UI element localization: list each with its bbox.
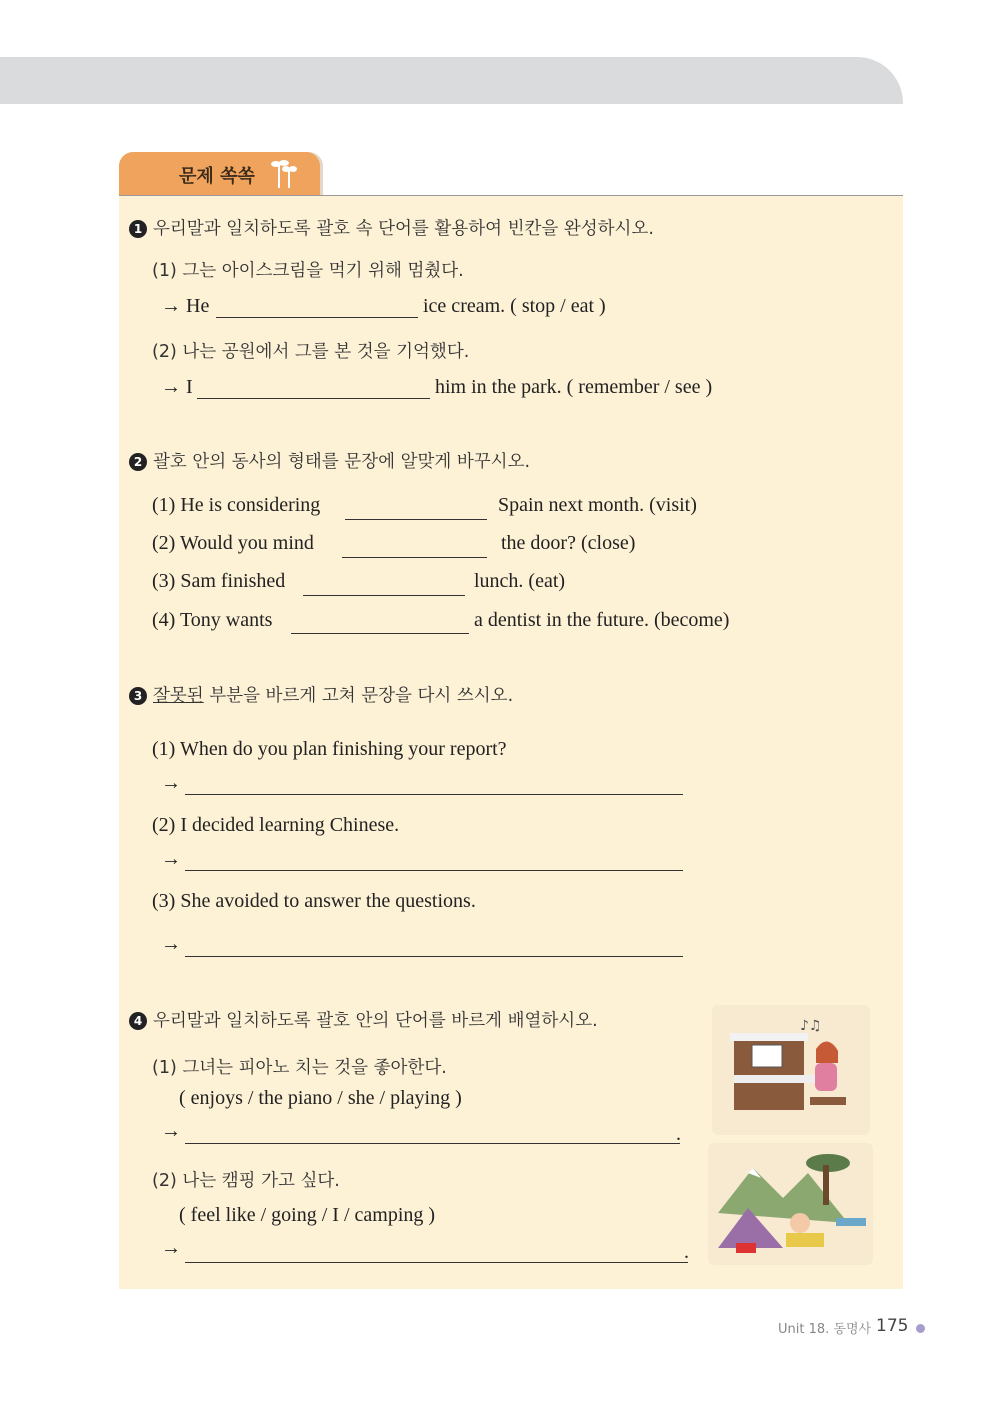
q2-item2-blank[interactable] bbox=[342, 557, 487, 558]
q4-item1-korean: (1) 그녀는 피아노 치는 것을 좋아한다. bbox=[152, 1058, 447, 1078]
sprout-icon bbox=[270, 158, 300, 190]
q3-item2-arrow: → bbox=[161, 848, 181, 870]
q1-instruction: 1 우리말과 일치하도록 괄호 속 단어를 활용하여 빈칸을 완성하시오. bbox=[129, 217, 654, 241]
q2-item4-prefix: (4) Tony wants bbox=[152, 609, 273, 631]
q3-item3-sentence: (3) She avoided to answer the questions. bbox=[152, 890, 476, 912]
footer-unit-label: Unit 18. 동명사 bbox=[778, 1322, 872, 1337]
section-title: 문제 쏙쏙 bbox=[179, 166, 255, 187]
q1-item1-korean: (1) 그는 아이스크림을 먹기 위해 멈췄다. bbox=[152, 261, 464, 281]
q4-item2-answer-line[interactable] bbox=[185, 1262, 688, 1263]
q4-item1-answer-line[interactable] bbox=[185, 1143, 680, 1144]
q2-item3-suffix: lunch. (eat) bbox=[474, 570, 566, 592]
q3-item1-sentence: (1) When do you plan finishing your report? bbox=[152, 738, 507, 760]
q1-item1-suffix: ice cream. ( stop / eat ) bbox=[423, 295, 606, 317]
q1-item1-prefix: → He bbox=[161, 295, 210, 317]
camping-illustration bbox=[708, 1143, 873, 1265]
q2-item1-blank[interactable] bbox=[345, 519, 487, 520]
q1-item2-suffix: him in the park. ( remember / see ) bbox=[435, 376, 713, 398]
q4-item1-arrow: → bbox=[161, 1120, 181, 1142]
q2-item4-suffix: a dentist in the future. (become) bbox=[474, 609, 730, 631]
page-number: 175 bbox=[876, 1316, 909, 1336]
q2-item2-suffix: the door? (close) bbox=[501, 532, 636, 554]
q2-item4-blank[interactable] bbox=[291, 633, 469, 634]
q3-item2-sentence: (2) I decided learning Chinese. bbox=[152, 814, 400, 836]
q2-item3-prefix: (3) Sam finished bbox=[152, 570, 286, 592]
q4-item1-period: . bbox=[676, 1123, 681, 1145]
q1-item1-blank[interactable] bbox=[216, 317, 418, 318]
q4-item1-words: ( enjoys / the piano / she / playing ) bbox=[179, 1087, 462, 1109]
q1-item2-prefix: → I bbox=[161, 376, 193, 398]
q1-item2-korean: (2) 나는 공원에서 그를 본 것을 기억했다. bbox=[152, 342, 470, 362]
q3-item1-answer-line[interactable] bbox=[185, 794, 683, 795]
q3-instruction: 3 잘못된 부분을 바르게 고쳐 문장을 다시 쓰시오. bbox=[129, 684, 513, 708]
q3-item3-arrow: → bbox=[161, 933, 181, 955]
q3-item3-answer-line[interactable] bbox=[185, 956, 683, 957]
q2-item2-prefix: (2) Would you mind bbox=[152, 532, 314, 554]
q4-item2-period: . bbox=[684, 1241, 689, 1263]
q2-item1-prefix: (1) He is considering bbox=[152, 494, 321, 516]
q4-item2-words: ( feel like / going / I / camping ) bbox=[179, 1204, 436, 1226]
q1-item2-blank[interactable] bbox=[197, 398, 430, 399]
q2-item1-suffix: Spain next month. (visit) bbox=[498, 494, 697, 516]
q4-instruction: 4 우리말과 일치하도록 괄호 안의 단어를 바르게 배열하시오. bbox=[129, 1009, 598, 1033]
q2-item3-blank[interactable] bbox=[303, 595, 465, 596]
svg-text:♪♫: ♪♫ bbox=[800, 1018, 822, 1034]
q4-item2-korean: (2) 나는 캠핑 가고 싶다. bbox=[152, 1171, 340, 1191]
q2-instruction: 2 괄호 안의 동사의 형태를 문장에 알맞게 바꾸시오. bbox=[129, 450, 530, 474]
page-dot-marker bbox=[916, 1324, 925, 1333]
piano-girl-illustration bbox=[712, 1005, 870, 1135]
top-header-bar bbox=[0, 57, 903, 104]
q3-item2-answer-line[interactable] bbox=[185, 870, 683, 871]
q4-item2-arrow: → bbox=[161, 1237, 181, 1259]
q3-item1-arrow: → bbox=[161, 772, 181, 794]
